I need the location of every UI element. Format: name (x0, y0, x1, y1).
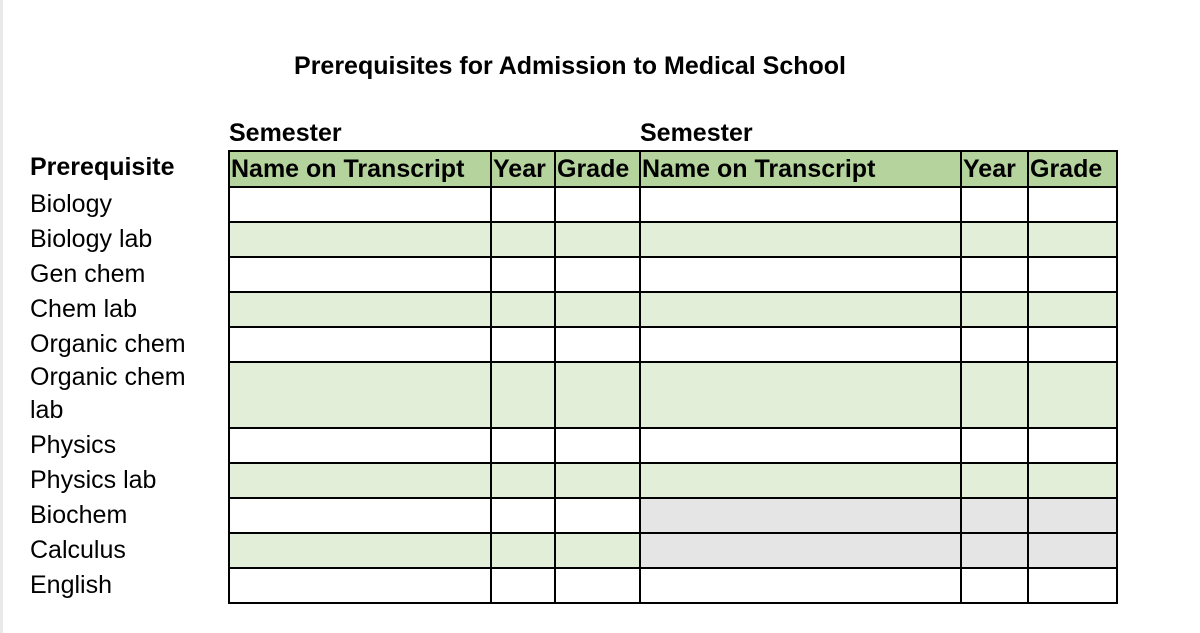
cell-year-1[interactable] (491, 533, 555, 568)
table-row (229, 292, 1117, 327)
table-row (229, 498, 1117, 533)
cell-name-1[interactable] (229, 187, 491, 222)
cell-disabled (961, 498, 1028, 533)
cell-year-2[interactable] (961, 568, 1028, 603)
cell-grade-2[interactable] (1028, 257, 1117, 292)
cell-year-1[interactable] (491, 568, 555, 603)
cell-name-1[interactable] (229, 362, 491, 428)
cell-name-1[interactable] (229, 463, 491, 498)
table-row (229, 362, 1117, 428)
cell-year-2[interactable] (961, 362, 1028, 428)
prereq-calculus: Calculus (30, 536, 126, 564)
col-header-year-1: Year (491, 151, 555, 187)
cell-year-1[interactable] (491, 222, 555, 257)
prereq-biochem: Biochem (30, 501, 128, 529)
cell-disabled (640, 498, 961, 533)
col-header-year-2: Year (961, 151, 1028, 187)
cell-year-2[interactable] (961, 463, 1028, 498)
cell-name-1[interactable] (229, 498, 491, 533)
cell-name-2[interactable] (640, 292, 961, 327)
cell-grade-1[interactable] (555, 257, 640, 292)
cell-year-2[interactable] (961, 292, 1028, 327)
prereq-gen-chem: Gen chem (30, 260, 146, 288)
cell-name-2[interactable] (640, 187, 961, 222)
cell-grade-2[interactable] (1028, 362, 1117, 428)
cell-year-1[interactable] (491, 327, 555, 362)
cell-disabled (1028, 533, 1117, 568)
cell-name-2[interactable] (640, 222, 961, 257)
cell-name-1[interactable] (229, 428, 491, 463)
table-row (229, 533, 1117, 568)
cell-year-1[interactable] (491, 362, 555, 428)
cell-year-2[interactable] (961, 257, 1028, 292)
cell-name-1[interactable] (229, 222, 491, 257)
cell-disabled (1028, 498, 1117, 533)
cell-name-1[interactable] (229, 257, 491, 292)
cell-grade-1[interactable] (555, 568, 640, 603)
cell-year-1[interactable] (491, 292, 555, 327)
prereq-biology: Biology (30, 190, 112, 218)
cell-grade-1[interactable] (555, 362, 640, 428)
prereq-chem-lab: Chem lab (30, 295, 137, 323)
cell-name-1[interactable] (229, 327, 491, 362)
prereq-physics-lab: Physics lab (30, 466, 157, 494)
cell-year-1[interactable] (491, 187, 555, 222)
cell-year-2[interactable] (961, 327, 1028, 362)
table-row (229, 257, 1117, 292)
cell-grade-1[interactable] (555, 327, 640, 362)
cell-year-2[interactable] (961, 222, 1028, 257)
prereq-english: English (30, 571, 112, 599)
cell-year-2[interactable] (961, 187, 1028, 222)
prereq-biology-lab: Biology lab (30, 225, 153, 253)
table-row (229, 327, 1117, 362)
table-header-row (229, 151, 1117, 187)
cell-grade-2[interactable] (1028, 222, 1117, 257)
cell-year-2[interactable] (961, 428, 1028, 463)
prerequisite-table (228, 150, 1118, 604)
prereq-physics: Physics (30, 431, 117, 459)
prereq-organic-chem-lab: Organic chem lab (30, 363, 186, 424)
cell-grade-2[interactable] (1028, 428, 1117, 463)
cell-grade-2[interactable] (1028, 187, 1117, 222)
page-edge (0, 0, 3, 633)
cell-grade-2[interactable] (1028, 292, 1117, 327)
cell-year-1[interactable] (491, 257, 555, 292)
cell-name-2[interactable] (640, 428, 961, 463)
cell-year-1[interactable] (491, 463, 555, 498)
col-header-grade-1: Grade (555, 151, 640, 187)
prerequisite-header: Prerequisite (30, 153, 175, 181)
cell-year-1[interactable] (491, 428, 555, 463)
cell-grade-2[interactable] (1028, 463, 1117, 498)
semester-2-label: Semester (640, 119, 753, 147)
page-title: Prerequisites for Admission to Medical School (294, 52, 846, 80)
table-row (229, 187, 1117, 222)
col-header-name-1: Name on Transcript (229, 151, 491, 187)
cell-grade-1[interactable] (555, 187, 640, 222)
table-row (229, 428, 1117, 463)
cell-disabled (640, 533, 961, 568)
cell-grade-1[interactable] (555, 533, 640, 568)
cell-name-2[interactable] (640, 257, 961, 292)
table-row (229, 222, 1117, 257)
cell-grade-2[interactable] (1028, 327, 1117, 362)
cell-grade-2[interactable] (1028, 568, 1117, 603)
prereq-organic-chem: Organic chem (30, 330, 186, 358)
cell-grade-1[interactable] (555, 222, 640, 257)
cell-name-1[interactable] (229, 568, 491, 603)
cell-name-2[interactable] (640, 327, 961, 362)
cell-grade-1[interactable] (555, 292, 640, 327)
cell-name-2[interactable] (640, 362, 961, 428)
cell-name-1[interactable] (229, 533, 491, 568)
cell-name-2[interactable] (640, 568, 961, 603)
cell-grade-1[interactable] (555, 498, 640, 533)
cell-grade-1[interactable] (555, 428, 640, 463)
cell-disabled (961, 533, 1028, 568)
cell-grade-1[interactable] (555, 463, 640, 498)
cell-name-1[interactable] (229, 292, 491, 327)
cell-name-2[interactable] (640, 463, 961, 498)
col-header-name-2: Name on Transcript (640, 151, 961, 187)
col-header-grade-2: Grade (1028, 151, 1117, 187)
table-row (229, 568, 1117, 603)
cell-year-1[interactable] (491, 498, 555, 533)
semester-1-label: Semester (229, 119, 342, 147)
table-row (229, 463, 1117, 498)
